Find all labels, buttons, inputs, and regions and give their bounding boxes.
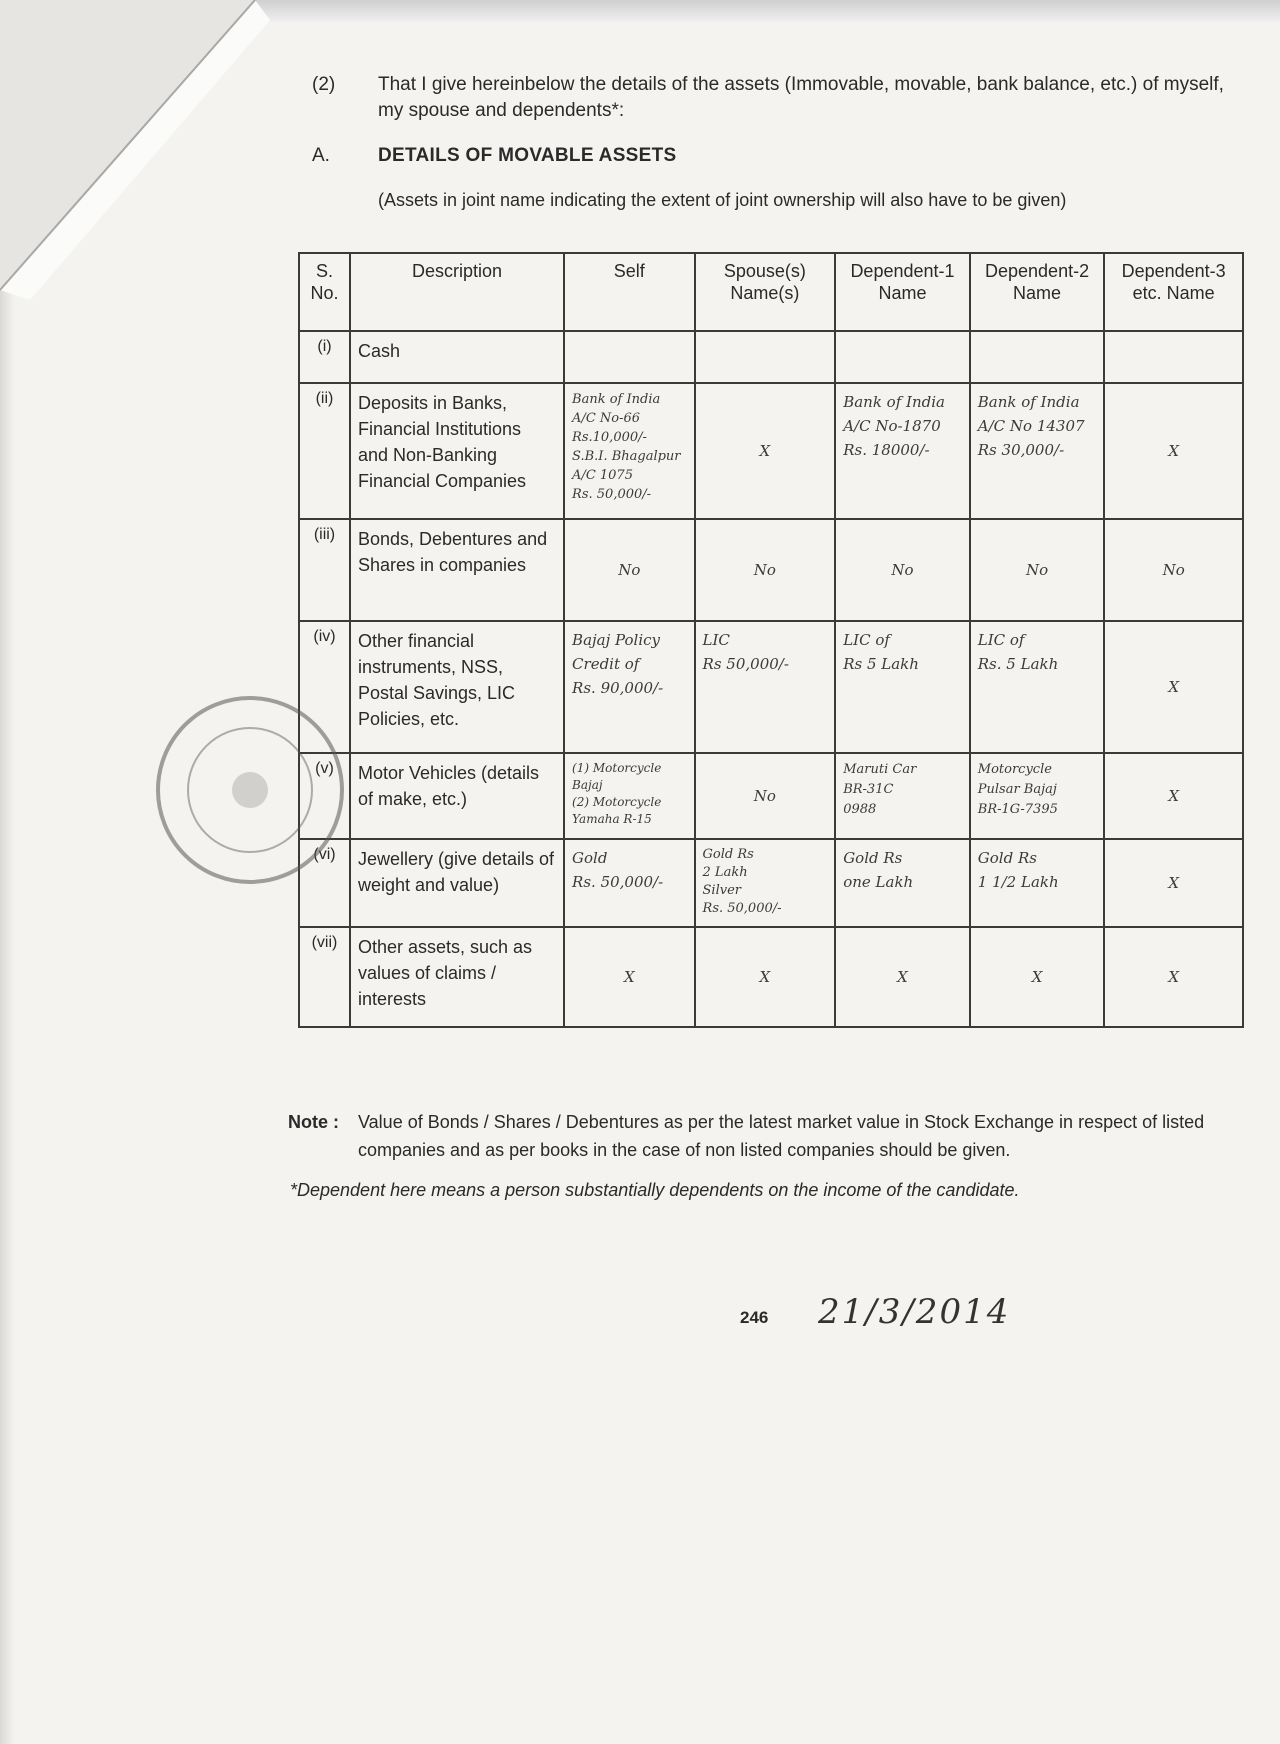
cell-dependent-2: Motorcycle Pulsar Bajaj BR-1G-7395 bbox=[970, 753, 1105, 839]
row-sno: (iii) bbox=[299, 519, 350, 621]
cell-dependent-3 bbox=[1104, 331, 1243, 383]
movable-assets-table bbox=[298, 252, 1244, 1028]
cell-dependent-3: No bbox=[1104, 519, 1243, 621]
cell-dependent-3: X bbox=[1104, 753, 1243, 839]
col-header-dependent-3: Dependent-3 etc. Name bbox=[1104, 253, 1243, 331]
row-description: Bonds, Debentures and Shares in companies bbox=[350, 519, 564, 621]
table-row bbox=[299, 927, 1243, 1027]
cell-spouse: Gold Rs 2 Lakh Silver Rs. 50,000/- bbox=[695, 839, 836, 927]
cell-dependent-3: X bbox=[1104, 839, 1243, 927]
cell-self: No bbox=[564, 519, 694, 621]
row-description: Deposits in Banks, Financial Institutions and Non-Banking Financial Companies bbox=[350, 383, 564, 519]
dependent-definition: *Dependent here means a person substantially dependents on the income of the candidate. bbox=[290, 1180, 1020, 1200]
section-subtitle: (Assets in joint name indicating the extent of joint ownership will also have to be given) bbox=[378, 190, 1067, 210]
row-description: Other financial instruments, NSS, Postal Savings, LIC Policies, etc. bbox=[350, 621, 564, 753]
table-header-row bbox=[299, 253, 1243, 331]
page-number: 246 bbox=[740, 1308, 769, 1327]
cell-dependent-3: X bbox=[1104, 383, 1243, 519]
table-row bbox=[299, 753, 1243, 839]
row-sno: (ii) bbox=[299, 383, 350, 519]
scan-top-strip bbox=[255, 0, 1280, 22]
table-row bbox=[299, 621, 1243, 753]
cell-self: Bank of India A/C No-66 Rs.10,000/- S.B.I. Bhagalpur A/C 1075 Rs. 50,000/- bbox=[564, 383, 694, 519]
col-header-self: Self bbox=[564, 253, 694, 331]
cell-self: Bajaj Policy Credit of Rs. 90,000/- bbox=[564, 621, 694, 753]
section-title: DETAILS OF MOVABLE ASSETS bbox=[378, 145, 677, 166]
cell-dependent-1: Gold Rs one Lakh bbox=[835, 839, 970, 927]
table-row bbox=[299, 383, 1243, 519]
section-letter: A. bbox=[312, 145, 330, 166]
cell-dependent-2 bbox=[970, 331, 1105, 383]
cell-dependent-2: X bbox=[970, 927, 1105, 1027]
row-sno: (vii) bbox=[299, 927, 350, 1027]
col-header-spouse: Spouse(s) Name(s) bbox=[695, 253, 836, 331]
cell-dependent-3: X bbox=[1104, 927, 1243, 1027]
row-description: Jewellery (give details of weight and value) bbox=[350, 839, 564, 927]
cell-dependent-2: No bbox=[970, 519, 1105, 621]
note-text: Value of Bonds / Shares / Debentures as per the latest market value in Stock Exchange in respect of listed companies and as per books in the case of non listed companies should be given. bbox=[358, 1112, 1205, 1160]
cell-self: X bbox=[564, 927, 694, 1027]
table-row bbox=[299, 839, 1243, 927]
cell-spouse: No bbox=[695, 753, 836, 839]
cell-dependent-1: X bbox=[835, 927, 970, 1027]
col-header-sno: S. No. bbox=[299, 253, 350, 331]
table-row bbox=[299, 519, 1243, 621]
cell-self bbox=[564, 331, 694, 383]
cell-self: (1) Motorcycle Bajaj (2) Motorcycle Yamaha R-15 bbox=[564, 753, 694, 839]
cell-dependent-3: X bbox=[1104, 621, 1243, 753]
row-description: Cash bbox=[350, 331, 564, 383]
row-description: Motor Vehicles (details of make, etc.) bbox=[350, 753, 564, 839]
intro-text: That I give hereinbelow the details of the assets (Immovable, movable, bank balance, etc.) of myself, my spouse and dependents*: bbox=[378, 74, 1224, 121]
cell-spouse: LIC Rs 50,000/- bbox=[695, 621, 836, 753]
table-row bbox=[299, 331, 1243, 383]
cell-spouse: X bbox=[695, 927, 836, 1027]
cell-spouse bbox=[695, 331, 836, 383]
cell-dependent-1: No bbox=[835, 519, 970, 621]
cell-self: Gold Rs. 50,000/- bbox=[564, 839, 694, 927]
advocate-seal-stamp bbox=[150, 690, 350, 890]
cell-dependent-1: LIC of Rs 5 Lakh bbox=[835, 621, 970, 753]
cell-dependent-1: Bank of India A/C No-1870 Rs. 18000/- bbox=[835, 383, 970, 519]
intro-number: (2) bbox=[312, 74, 336, 95]
cell-dependent-1 bbox=[835, 331, 970, 383]
cell-dependent-2: Gold Rs 1 1/2 Lakh bbox=[970, 839, 1105, 927]
cell-spouse: X bbox=[695, 383, 836, 519]
row-sno: (i) bbox=[299, 331, 350, 383]
row-sno: (v) bbox=[299, 753, 350, 839]
cell-spouse: No bbox=[695, 519, 836, 621]
row-sno: (iv) bbox=[299, 621, 350, 753]
cell-dependent-2: Bank of India A/C No 14307 Rs 30,000/- bbox=[970, 383, 1105, 519]
folded-corner-decoration bbox=[0, 0, 270, 300]
handwritten-date: 21/3/2014 bbox=[818, 1292, 1011, 1332]
cell-dependent-2: LIC of Rs. 5 Lakh bbox=[970, 621, 1105, 753]
col-header-dependent-2: Dependent-2 Name bbox=[970, 253, 1105, 331]
col-header-dependent-1: Dependent-1 Name bbox=[835, 253, 970, 331]
row-description: Other assets, such as values of claims / interests bbox=[350, 927, 564, 1027]
col-header-description: Description bbox=[350, 253, 564, 331]
cell-dependent-1: Maruti Car BR-31C 0988 bbox=[835, 753, 970, 839]
row-sno: (vi) bbox=[299, 839, 350, 927]
note-label: Note : bbox=[288, 1112, 339, 1132]
